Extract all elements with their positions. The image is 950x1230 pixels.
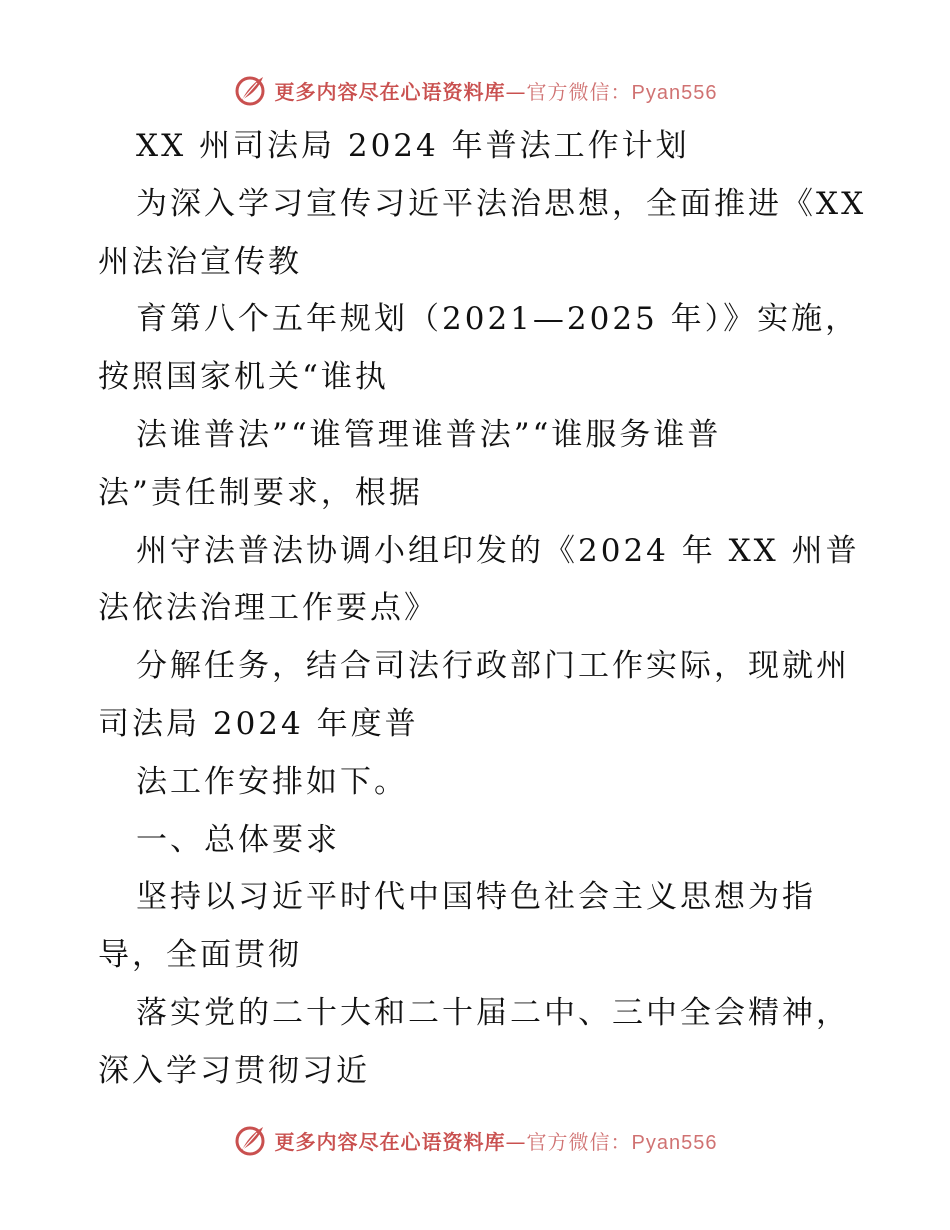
text-line: 法工作安排如下。 bbox=[136, 763, 408, 800]
text-line: 法依法治理工作要点》 bbox=[98, 590, 438, 627]
text-line: 法谁普法”“谁管理谁普法”“谁服务谁普 bbox=[136, 416, 722, 453]
text-line: 坚持以习近平时代中国特色社会主义思想为指 bbox=[136, 879, 816, 916]
watermark-official-label: 官方微信 bbox=[526, 79, 611, 104]
watermark-separator: ： bbox=[610, 1129, 632, 1154]
watermark-text bbox=[275, 76, 718, 105]
document-title: XX 州司法局 2024 年普法工作计划 bbox=[136, 128, 690, 164]
watermark-dash: — bbox=[505, 1129, 527, 1154]
text-line: 深入学习贯彻习近 bbox=[98, 1052, 370, 1089]
text-line: 州法治宣传教 bbox=[98, 243, 302, 280]
text-line: 为深入学习宣传习近平法治思想，全面推进《XX bbox=[136, 185, 867, 222]
text-line: 导，全面贯彻 bbox=[98, 937, 302, 974]
text-line: 法”责任制要求，根据 bbox=[98, 474, 423, 511]
text-line: 州守法普法协调小组印发的《2024 年 XX 州普 bbox=[136, 532, 860, 569]
text-line: 落实党的二十大和二十届二中、三中全会精神， bbox=[136, 994, 850, 1031]
watermark-brand: 更多内容尽在心语资料库 bbox=[274, 79, 506, 104]
watermark-text bbox=[275, 1126, 718, 1155]
feather-quill-logo-icon bbox=[233, 73, 267, 107]
watermark-wechat-id: Pyan556 bbox=[631, 1131, 718, 1154]
text-line: 分解任务，结合司法行政部门工作实际，现就州 bbox=[136, 648, 850, 685]
text-line: 司法局 2024 年度普 bbox=[98, 705, 419, 742]
watermark-banner-bottom bbox=[0, 1120, 950, 1160]
watermark-brand: 更多内容尽在心语资料库 bbox=[274, 1129, 506, 1154]
text-line: 育第八个五年规划（2021—2025 年）》实施， bbox=[136, 301, 860, 338]
feather-quill-logo-icon bbox=[233, 1123, 267, 1157]
watermark-wechat-id: Pyan556 bbox=[631, 81, 718, 104]
text-line: 按照国家机关“谁执 bbox=[98, 359, 389, 396]
watermark-separator: ： bbox=[610, 79, 632, 104]
watermark-banner-top bbox=[0, 70, 950, 110]
watermark-official-label: 官方微信 bbox=[526, 1129, 611, 1154]
text-line: 一、总体要求 bbox=[136, 821, 340, 858]
watermark-dash: — bbox=[505, 79, 527, 104]
document-body bbox=[0, 118, 950, 1101]
